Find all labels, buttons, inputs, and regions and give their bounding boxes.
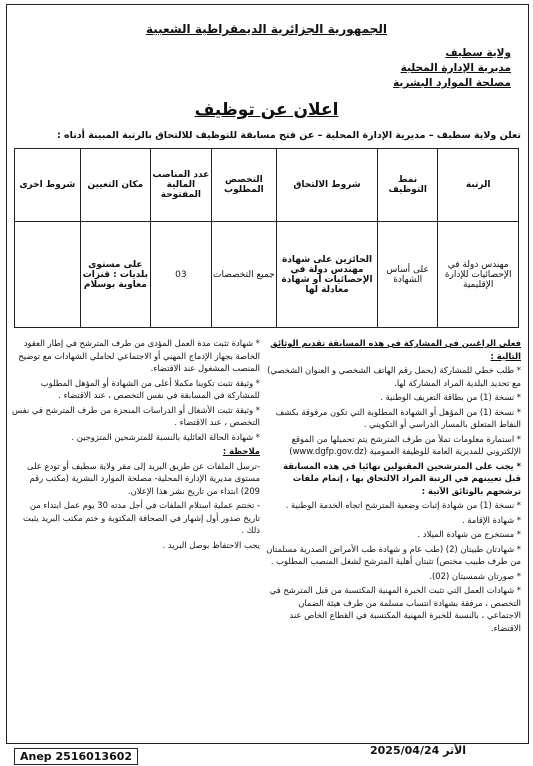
additional-documents-column <box>12 337 260 553</box>
date-value: 2025/04/24 <box>370 744 440 757</box>
list-item: * وثيقة تثبت الأشغال أو الدراسات المنجزة من طرف المترشح في نفس التخصص ، عند الاقتضاء . <box>12 404 260 427</box>
list-item: * شهادة الحالة العائلية بالنسبة للمترشحين المتزوجين . <box>71 431 260 442</box>
note-item: يجب الاحتفاظ بوصل البريد . <box>162 539 260 550</box>
table-header: شروط اخرى <box>15 149 81 222</box>
note-item: - تختتم عملية استلام الملفات في أجل مدته 30 يوم عمل ابتداء من تاريخ صدور أول إشهار في الصحافة المكتوبة و ختم مكتب البريد يثبت ذلك . <box>23 500 260 535</box>
table-cell: على أساس الشهادة <box>377 222 437 328</box>
notes-heading: ملاحظة : <box>222 446 260 456</box>
list-item: * نسخة (1) من بطاقة التعريف الوطنية . <box>380 392 521 402</box>
list-item: * مستخرج من شهادة الميلاد . <box>417 529 521 539</box>
service-name: مصلحة الموارد البشرية <box>393 77 511 89</box>
anep-reference: Anep 2516013602 <box>14 748 138 765</box>
list-item: * طلب خطي للمشاركة (يحمل رقم الهاتف الشخصي و العنوان الشخصي) مع تحديد البلدية المراد المشاركة لها. <box>267 365 521 388</box>
list-item: * شهادات العمل التي تثبت الخبرة المهنية المكتسبة من قبل المترشح في التخصص ، مرفقة بشهادة انتساب مسلمة من طرف هيئة الضمان الاجتماعي ، بالنسبة للخبرة المهنية المكتسبة في القطاع الخاص عند الاقتضاء. <box>269 585 521 633</box>
table-cell: على مستوى بلديات : قنزات معاوية بوسلام <box>80 222 151 328</box>
list-item: * شهادة الإقامة . <box>461 514 521 525</box>
table-header: التخصص المطلوب <box>211 149 277 222</box>
list-item: * شهادة تثبت مدة العمل المؤدى من طرف المترشح في إطار العقود الخاصة بجهاز الإدماج المهني أو الاجتماعي لحاملي الشهادات مع توضيح المنصب المشغول عند الاقتضاء. <box>18 338 260 373</box>
list-item: * نسخة (1) من شهادة إثبات وضعية المترشح اتجاه الخدمة الوطنية . <box>285 500 521 510</box>
publication-date <box>370 744 466 757</box>
table-header-row <box>15 149 519 222</box>
documents-heading: فعلى الراغبين في المشاركة في هذه المسابقة تقديم الوثائق التالية : <box>270 338 521 361</box>
table-cell: جميع التخصصات <box>211 222 277 328</box>
table-header: عدد المناصب المالية المفتوحة <box>151 149 211 222</box>
page-title: اعلان عن توظيف <box>194 100 339 120</box>
table-header: نمط التوظيف <box>377 149 437 222</box>
table-header: شروط الالتحاق <box>277 149 378 222</box>
required-documents-column <box>265 337 521 636</box>
issuer-block <box>311 46 511 91</box>
final-documents-heading: * يجب على المترشحين المقبولين نهائيا في هذه المسابقة قبل تعيينهم في الرتبة المراد الالتحاق بها ، إتمام ملفات ترشحهم بالوثائق الآتية : <box>283 460 521 496</box>
list-item: * صورتان شمسيتان (02). <box>429 570 521 581</box>
date-prefix: الأثر <box>443 744 467 757</box>
positions-table <box>14 148 519 328</box>
republic-header: الجمهورية الجزائرية الديمقراطية الشعبية <box>145 22 388 36</box>
intro-text: تعلن ولاية سطيف – مديرية الإدارة المحلية – عن فتح مسابقة للتوظيف للالتحاق بالرتبة المبينة أدناه : <box>56 130 521 141</box>
table-cell <box>15 222 81 328</box>
list-item: * وثيقة تثبت تكوينا مكملا أعلى من الشهادة أو المؤهل المطلوب للمشاركة في المسابقة في نفس التخصص ، عند الاقتضاء . <box>40 377 260 400</box>
list-item: * استمارة معلومات تملأ من طرف المترشح يتم تحميلها من الموقع الإلكتروني للمديرية العامة للوظيفة العمومية (www.dgfp.gov.dz) <box>289 433 521 456</box>
list-item: * نسخة (1) من المؤهل أو الشهادة المطلوبة التي تكون مرفوقة بكشف النقاط المتعلق بالمسار الدراسي أو التكويني . <box>275 406 521 429</box>
note-item: -ترسل الملفات عن طريق البريد إلى مقر ولاية سطيف أو تودع على مستوى مديرية الإدارة المحلية- مصلحة الموارد البشرية (مكتب رقم 209) ابتداء من تاريخ نشر هذا الإعلان. <box>27 460 260 496</box>
table-row <box>15 222 519 328</box>
directorate-name: مديرية الإدارة المحلية <box>400 62 511 74</box>
table-cell: 03 <box>151 222 211 328</box>
table-header: مكان التعيين <box>80 149 151 222</box>
wilaya-name: ولاية سطيف <box>445 47 511 59</box>
table-header: الرتبة <box>438 149 519 222</box>
list-item: * شهادتان طبيتان (2) (طب عام و شهادة طب الأمراض الصدرية مسلمتان من طرف طبيب مختص) تثبتان أهلية المترشح لشغل المنصب المطلوب . <box>266 543 521 566</box>
table-cell: الحائزين على شهادة مهندس دولة في الإحصائيات أو شهادة معادلة لها <box>277 222 378 328</box>
table-cell: مهندس دولة في الإحصائيات للإدارة الإقليمية <box>438 222 519 328</box>
